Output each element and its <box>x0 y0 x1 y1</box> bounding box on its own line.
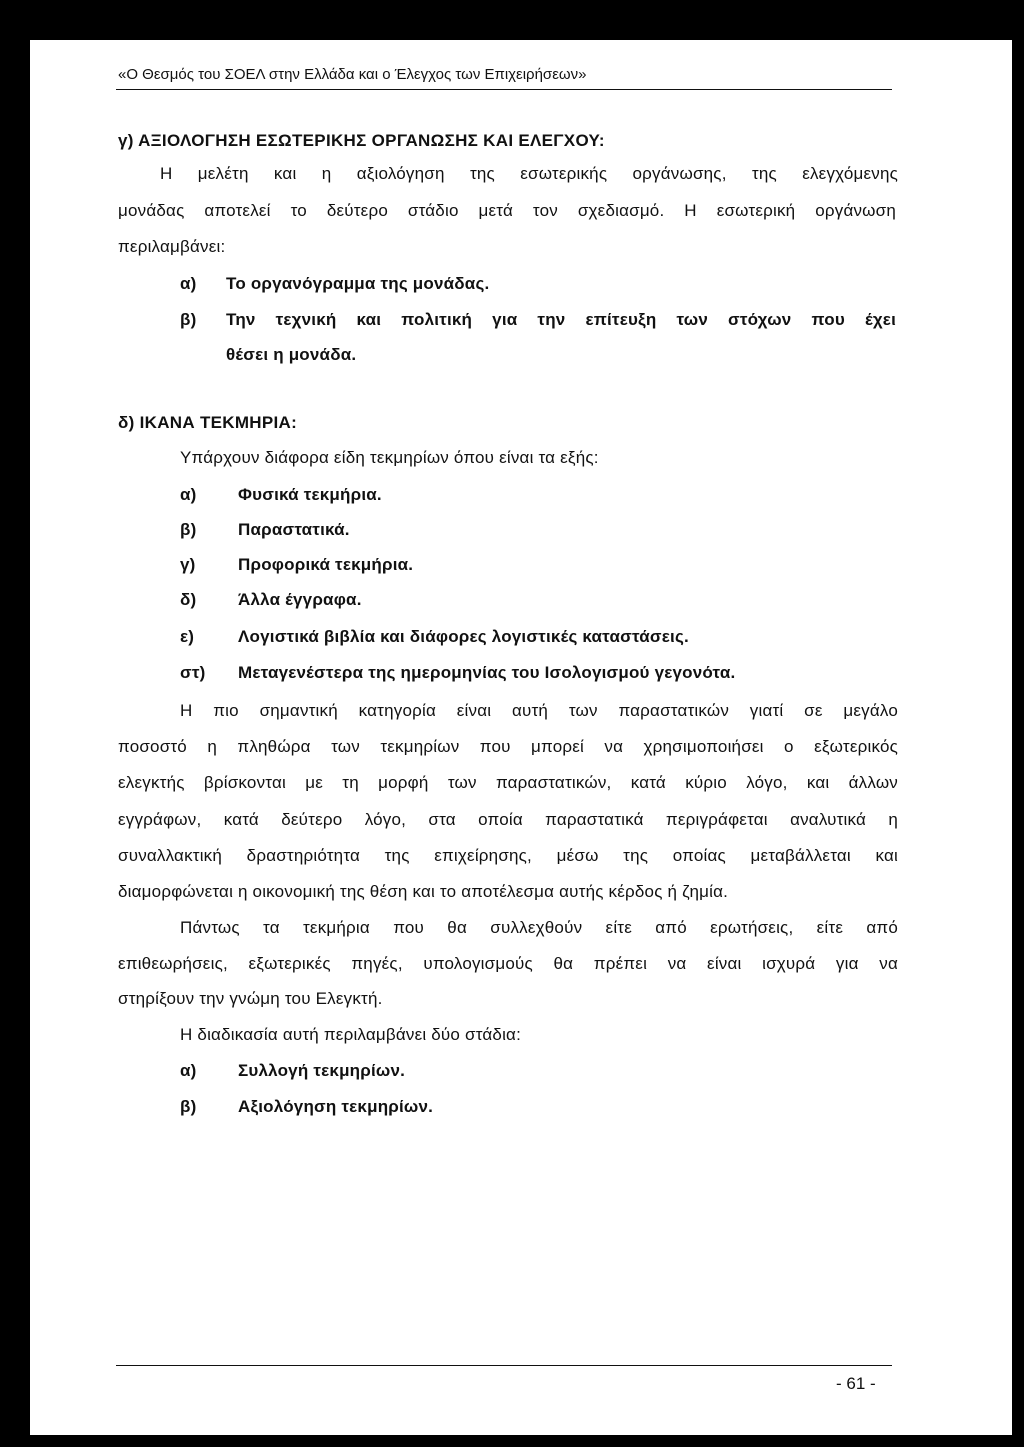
list-item-text: Μεταγενέστερα της ημερομηνίας του Ισολογισμού γεγονότα. <box>238 663 736 682</box>
paragraph-line: Πάντως τα τεκμήρια που θα συλλεχθούν είτε από ερωτήσεις, είτε από <box>180 918 898 937</box>
scan-border-left <box>0 0 30 1447</box>
list-item-text: Παραστατικά. <box>238 520 350 539</box>
list-item-text: Συλλογή τεκμηρίων. <box>238 1061 406 1080</box>
list-item-text: Προφορικά τεκμήρια. <box>238 555 414 574</box>
section-d-intro: Υπάρχουν διάφορα είδη τεκμηρίων όπου είναι τα εξής: <box>180 448 599 467</box>
list-item <box>180 310 896 330</box>
list-item-text: Λογιστικά βιβλία και διάφορες λογιστικές καταστάσεις. <box>238 627 689 646</box>
list-item-text: Το οργανόγραμμα της μονάδας. <box>226 274 490 293</box>
list-item <box>180 274 489 294</box>
paragraph-line: Η πιο σημαντική κατηγορία είναι αυτή των παραστατικών γιατί σε μεγάλο <box>180 701 898 720</box>
paragraph-line: στηρίξουν την γνώμη του Ελεγκτή. <box>118 989 383 1008</box>
page-number: - 61 - <box>836 1374 876 1393</box>
list-item-text: Αξιολόγηση τεκμηρίων. <box>238 1097 434 1116</box>
list-marker: α) <box>180 1061 197 1080</box>
paragraph-line: ελεγκτής βρίσκονται με τη μορφή των παραστατικών, κατά κύριο λόγο, και άλλων <box>118 773 898 792</box>
list-marker: β) <box>180 310 197 329</box>
section-c-intro-line: Η μελέτη και η αξιολόγηση της εσωτερικής οργάνωσης, της ελεγχόμενης <box>160 164 898 183</box>
section-c-intro-line: περιλαμβάνει: <box>118 237 226 256</box>
list-item <box>180 555 413 575</box>
list-item-text: Άλλα έγγραφα. <box>238 590 362 609</box>
list-marker: α) <box>180 274 197 293</box>
list-marker: γ) <box>180 555 196 574</box>
scan-border-bottom <box>0 1435 1024 1447</box>
list-marker: δ) <box>180 590 197 609</box>
list-item <box>180 590 362 610</box>
section-c-heading: γ) ΑΞΙΟΛΟΓΗΣΗ ΕΣΩΤΕΡΙΚΗΣ ΟΡΓΑΝΩΣΗΣ ΚΑΙ ΕΛΕΓΧΟΥ: <box>118 131 605 150</box>
list-item <box>180 520 350 540</box>
paragraph-line: επιθεωρήσεις, εξωτερικές πηγές, υπολογισμούς θα πρέπει να είναι ισχυρά για να <box>118 954 898 973</box>
list-marker: β) <box>180 1097 197 1116</box>
list-item <box>180 663 735 683</box>
paragraph-line: εγγράφων, κατά δεύτερο λόγο, στα οποία παραστατικά περιγράφεται αναλυτικά η <box>118 810 898 829</box>
scan-border-right <box>1012 0 1024 1447</box>
header-rule <box>116 89 892 90</box>
list-item <box>180 627 689 647</box>
list-item-text: Την τεχνική και πολιτική για την επίτευξη των στόχων που έχει <box>226 310 896 329</box>
section-d-heading: δ) ΙΚΑΝΑ ΤΕΚΜΗΡΙΑ: <box>118 413 298 432</box>
list-marker: α) <box>180 485 197 504</box>
scan-border-top <box>0 0 1024 40</box>
section-c-intro-line: μονάδας αποτελεί το δεύτερο στάδιο μετά τον σχεδιασμό. Η εσωτερική οργάνωση <box>118 201 896 220</box>
list-item <box>180 1061 405 1081</box>
list-marker: β) <box>180 520 197 539</box>
paragraph-line: ποσοστό η πληθώρα των τεκμηρίων που μπορεί να χρησιμοποιήσει ο εξωτερικός <box>118 737 898 756</box>
list-marker: στ) <box>180 663 206 682</box>
list-item <box>180 1097 433 1117</box>
footer-rule <box>116 1365 892 1366</box>
stages-intro: Η διαδικασία αυτή περιλαμβάνει δύο στάδια: <box>180 1025 521 1044</box>
paragraph-line: διαμορφώνεται η οικονομική της θέση και το αποτέλεσμα αυτής κέρδος ή ζημία. <box>118 882 729 901</box>
list-item-text: Φυσικά τεκμήρια. <box>238 485 382 504</box>
list-item-continuation: θέσει η μονάδα. <box>226 345 357 364</box>
running-header: «Ο Θεσμός του ΣΟΕΛ στην Ελλάδα και ο Έλεγχος των Επιχειρήσεων» <box>118 66 587 83</box>
list-marker: ε) <box>180 627 195 646</box>
paragraph-line: συναλλακτική δραστηριότητα της επιχείρησης, μέσω της οποίας μεταβάλλεται και <box>118 846 898 865</box>
list-item <box>180 485 382 505</box>
